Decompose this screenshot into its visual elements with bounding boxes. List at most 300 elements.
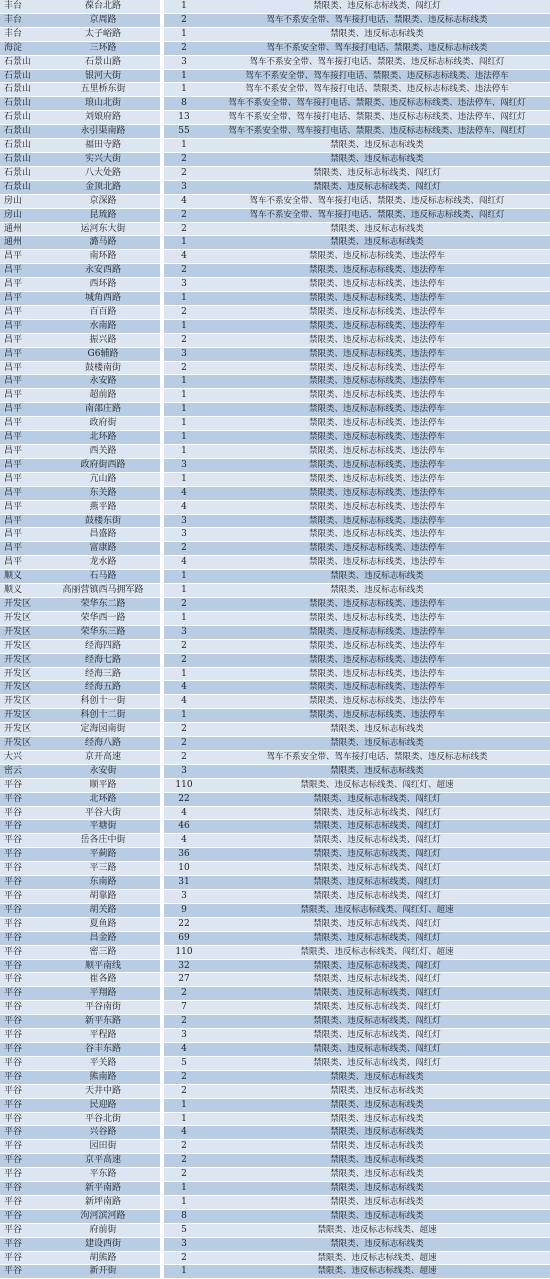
violation-count-cell: 8 xyxy=(164,1209,204,1223)
violation-count-cell: 2 xyxy=(164,1140,204,1154)
road-name-cell: 顺平南线 xyxy=(46,959,160,973)
district-cell: 昌平 xyxy=(0,403,46,417)
district-cell: 大兴 xyxy=(0,750,46,764)
violation-types-cell: 禁限类、违反标志标线类 xyxy=(204,1098,550,1112)
violation-count-cell: 1 xyxy=(164,319,204,333)
table-row xyxy=(0,1154,550,1168)
violation-types-cell: 禁限类、违反标志标线类、闯红灯 xyxy=(204,806,550,820)
road-name-cell: 石马路 xyxy=(46,570,160,584)
district-cell: 平谷 xyxy=(0,778,46,792)
road-name-cell: 天井中路 xyxy=(46,1084,160,1098)
violation-count-cell: 4 xyxy=(164,695,204,709)
table-row xyxy=(0,111,550,125)
violation-count-cell: 2 xyxy=(164,987,204,1001)
violation-types-cell: 禁限类、违反标志标线类、闯红灯 xyxy=(204,1042,550,1056)
violation-types-cell: 禁限类、违反标志标线类、违法停车 xyxy=(204,695,550,709)
district-cell: 平谷 xyxy=(0,1029,46,1043)
violation-count-cell: 1 xyxy=(164,27,204,41)
road-name-cell: 谷丰东路 xyxy=(46,1042,160,1056)
table-row xyxy=(0,681,550,695)
district-cell: 通州 xyxy=(0,236,46,250)
violation-count-cell: 4 xyxy=(164,834,204,848)
violation-count-cell: 3 xyxy=(164,514,204,528)
table-row xyxy=(0,27,550,41)
district-cell: 昌平 xyxy=(0,542,46,556)
district-cell: 昌平 xyxy=(0,417,46,431)
violation-types-cell: 禁限类、违反标志标线类、超速 xyxy=(204,1223,550,1237)
violation-types-cell: 驾车不系安全带、驾车接打电话、禁限类、违反标志标线类、违法停车、闯红灯 xyxy=(204,111,550,125)
table-row xyxy=(0,97,550,111)
violation-types-cell: 禁限类、违反标志标线类 xyxy=(204,1140,550,1154)
table-row xyxy=(0,639,550,653)
violation-types-cell: 驾车不系安全带、驾车接打电话、禁限类、违反标志标线类、闯红灯 xyxy=(204,208,550,222)
violation-types-cell: 禁限类、违反标志标线类、闯红灯 xyxy=(204,834,550,848)
table-row xyxy=(0,1070,550,1084)
violation-count-cell: 2 xyxy=(164,264,204,278)
table-row xyxy=(0,917,550,931)
district-cell: 平谷 xyxy=(0,1084,46,1098)
road-name-cell: 科创十一街 xyxy=(46,695,160,709)
district-cell: 平谷 xyxy=(0,903,46,917)
table-row xyxy=(0,13,550,27)
violation-count-cell: 2 xyxy=(164,13,204,27)
table-row xyxy=(0,667,550,681)
violation-types-cell: 禁限类、违反标志标线类 xyxy=(204,1237,550,1251)
violation-types-cell: 禁限类、违反标志标线类、违法停车 xyxy=(204,445,550,459)
violation-types-cell: 禁限类、违反标志标线类、违法停车 xyxy=(204,667,550,681)
road-name-cell: 兴谷路 xyxy=(46,1126,160,1140)
district-cell: 石景山 xyxy=(0,125,46,139)
district-cell: 昌平 xyxy=(0,264,46,278)
district-cell: 昌平 xyxy=(0,472,46,486)
violation-count-cell: 1 xyxy=(164,1195,204,1209)
table-row xyxy=(0,570,550,584)
table-row xyxy=(0,597,550,611)
district-cell: 平谷 xyxy=(0,987,46,1001)
violation-types-cell: 禁限类、违反标志标线类、违法停车 xyxy=(204,347,550,361)
violation-types-cell: 禁限类、违反标志标线类、违法停车 xyxy=(204,556,550,570)
violation-count-cell: 36 xyxy=(164,848,204,862)
violation-count-cell: 1 xyxy=(164,83,204,97)
violation-count-cell: 4 xyxy=(164,1042,204,1056)
violation-types-cell: 禁限类、违反标志标线类、闯红灯 xyxy=(204,180,550,194)
road-name-cell: 荣华西一路 xyxy=(46,611,160,625)
violation-count-cell: 2 xyxy=(164,1070,204,1084)
violation-types-cell: 禁限类、违反标志标线类、闯红灯 xyxy=(204,987,550,1001)
violation-types-cell: 禁限类、违反标志标线类、违法停车 xyxy=(204,305,550,319)
violation-count-cell: 4 xyxy=(164,806,204,820)
table-row xyxy=(0,458,550,472)
district-cell: 昌平 xyxy=(0,278,46,292)
violation-types-cell: 禁限类、违反标志标线类、闯红灯 xyxy=(204,166,550,180)
violation-types-cell: 禁限类、违反标志标线类 xyxy=(204,1126,550,1140)
table-row xyxy=(0,194,550,208)
road-name-cell: 平关路 xyxy=(46,1056,160,1070)
road-name-cell: 五里桥东街 xyxy=(46,83,160,97)
table-row xyxy=(0,723,550,737)
road-name-cell: 民迎路 xyxy=(46,1098,160,1112)
violation-types-cell: 禁限类、违反标志标线类、违法停车 xyxy=(204,292,550,306)
road-name-cell: G6辅路 xyxy=(46,347,160,361)
violation-count-cell: 2 xyxy=(164,222,204,236)
violation-count-cell: 5 xyxy=(164,1056,204,1070)
table-row xyxy=(0,1265,550,1279)
district-cell: 昌平 xyxy=(0,514,46,528)
violation-count-cell: 1 xyxy=(164,417,204,431)
district-cell: 丰台 xyxy=(0,13,46,27)
violation-count-cell: 4 xyxy=(164,194,204,208)
violation-types-cell: 禁限类、违反标志标线类 xyxy=(204,737,550,751)
violation-count-cell: 3 xyxy=(164,1029,204,1043)
district-cell: 昌平 xyxy=(0,292,46,306)
violation-count-cell: 2 xyxy=(164,361,204,375)
district-cell: 石景山 xyxy=(0,55,46,69)
violation-types-cell: 禁限类、违反标志标线类 xyxy=(204,1168,550,1182)
district-cell: 平谷 xyxy=(0,862,46,876)
table-row xyxy=(0,876,550,890)
road-name-cell: 崔各路 xyxy=(46,973,160,987)
district-cell: 昌平 xyxy=(0,556,46,570)
violation-types-cell: 驾车不系安全带、驾车接打电话、禁限类、违反标志标线类、违法停车 xyxy=(204,69,550,83)
violation-count-cell: 1 xyxy=(164,403,204,417)
table-row xyxy=(0,55,550,69)
violation-types-cell: 禁限类、违反标志标线类、违法停车 xyxy=(204,528,550,542)
violation-count-cell: 1 xyxy=(164,570,204,584)
table-row xyxy=(0,1209,550,1223)
district-cell: 顺义 xyxy=(0,570,46,584)
violation-types-cell: 禁限类、违反标志标线类、违法停车 xyxy=(204,458,550,472)
violation-types-cell: 禁限类、违反标志标线类、违法停车 xyxy=(204,611,550,625)
road-name-cell: 葆台北路 xyxy=(46,0,160,13)
violation-count-cell: 4 xyxy=(164,500,204,514)
violation-count-cell: 27 xyxy=(164,973,204,987)
table-row xyxy=(0,1042,550,1056)
road-name-cell: 超前路 xyxy=(46,389,160,403)
table-row xyxy=(0,472,550,486)
road-name-cell: 平塘街 xyxy=(46,820,160,834)
violation-count-cell: 1 xyxy=(164,472,204,486)
road-name-cell: 永安西路 xyxy=(46,264,160,278)
violation-types-cell: 禁限类、违反标志标线类、违法停车 xyxy=(204,403,550,417)
district-cell: 昌平 xyxy=(0,347,46,361)
road-name-cell: 密三路 xyxy=(46,945,160,959)
road-name-cell: 刘娘府路 xyxy=(46,111,160,125)
violation-count-cell: 10 xyxy=(164,862,204,876)
violation-count-cell: 3 xyxy=(164,528,204,542)
road-name-cell: 永引渠南路 xyxy=(46,125,160,139)
district-cell: 开发区 xyxy=(0,597,46,611)
violation-count-cell: 1 xyxy=(164,292,204,306)
violation-types-cell: 禁限类、违反标志标线类、闯红灯 xyxy=(204,820,550,834)
road-name-cell: 平蓟路 xyxy=(46,848,160,862)
district-cell: 房山 xyxy=(0,208,46,222)
table-row xyxy=(0,500,550,514)
violation-types-cell: 禁限类、违反标志标线类 xyxy=(204,723,550,737)
violation-count-cell: 22 xyxy=(164,792,204,806)
district-cell: 平谷 xyxy=(0,1182,46,1196)
violation-count-cell: 3 xyxy=(164,625,204,639)
road-name-cell: 科创十二街 xyxy=(46,709,160,723)
road-name-cell: 八大处路 xyxy=(46,166,160,180)
district-cell: 昌平 xyxy=(0,305,46,319)
violation-types-cell: 禁限类、违反标志标线类 xyxy=(204,1154,550,1168)
table-row xyxy=(0,556,550,570)
table-row xyxy=(0,1168,550,1182)
violation-types-cell: 驾车不系安全带、驾车接打电话、禁限类、违反标志标线类 xyxy=(204,13,550,27)
road-name-cell: 琅山北街 xyxy=(46,97,160,111)
violation-count-cell: 2 xyxy=(164,653,204,667)
table-row xyxy=(0,945,550,959)
violation-count-cell: 3 xyxy=(164,458,204,472)
district-cell: 开发区 xyxy=(0,695,46,709)
violation-types-cell: 驾车不系安全带、驾车接打电话、禁限类、违反标志标线类、违法停车 xyxy=(204,83,550,97)
table-row xyxy=(0,778,550,792)
table-row xyxy=(0,1056,550,1070)
violation-types-cell: 禁限类、违反标志标线类 xyxy=(204,1070,550,1084)
violation-types-cell: 禁限类、违反标志标线类、违法停车 xyxy=(204,597,550,611)
district-cell: 昌平 xyxy=(0,500,46,514)
violation-types-cell: 驾车不系安全带、驾车接打电话、禁限类、违反标志标线类、违法停车、闯红灯 xyxy=(204,97,550,111)
district-cell: 房山 xyxy=(0,194,46,208)
violation-count-cell: 2 xyxy=(164,1168,204,1182)
table-row xyxy=(0,361,550,375)
road-name-cell: 京深路 xyxy=(46,194,160,208)
district-cell: 石景山 xyxy=(0,111,46,125)
district-cell: 平谷 xyxy=(0,890,46,904)
table-row xyxy=(0,1015,550,1029)
district-cell: 平谷 xyxy=(0,945,46,959)
district-cell: 石景山 xyxy=(0,69,46,83)
table-row xyxy=(0,834,550,848)
table-row xyxy=(0,403,550,417)
road-name-cell: 振兴路 xyxy=(46,333,160,347)
violation-types-cell: 禁限类、违反标志标线类、违法停车 xyxy=(204,250,550,264)
district-cell: 开发区 xyxy=(0,611,46,625)
district-cell: 平谷 xyxy=(0,959,46,973)
district-cell: 平谷 xyxy=(0,806,46,820)
table-row xyxy=(0,333,550,347)
table-row xyxy=(0,1251,550,1265)
violation-types-cell: 禁限类、违反标志标线类、违法停车 xyxy=(204,319,550,333)
violation-types-cell: 禁限类、违反标志标线类、违法停车 xyxy=(204,653,550,667)
table-row xyxy=(0,208,550,222)
violation-types-cell: 禁限类、违反标志标线类 xyxy=(204,570,550,584)
road-name-cell: 平翔路 xyxy=(46,987,160,1001)
table-row xyxy=(0,806,550,820)
violation-count-cell: 1 xyxy=(164,236,204,250)
violation-count-cell: 3 xyxy=(164,347,204,361)
table-row xyxy=(0,389,550,403)
table-row xyxy=(0,1084,550,1098)
road-name-cell: 高丽营镇西马拥军路 xyxy=(46,584,160,598)
violation-types-cell: 禁限类、违反标志标线类 xyxy=(204,584,550,598)
violation-types-cell: 禁限类、违反标志标线类、违法停车 xyxy=(204,431,550,445)
violation-types-cell: 禁限类、违反标志标线类、违法停车 xyxy=(204,264,550,278)
violation-count-cell: 1 xyxy=(164,1265,204,1279)
violation-types-cell: 禁限类、违反标志标线类、闯红灯、超速 xyxy=(204,778,550,792)
violation-count-cell: 9 xyxy=(164,903,204,917)
violation-count-cell: 32 xyxy=(164,959,204,973)
violation-types-cell: 禁限类、违反标志标线类、违法停车 xyxy=(204,361,550,375)
violation-count-cell: 2 xyxy=(164,737,204,751)
road-name-cell: 龙水路 xyxy=(46,556,160,570)
table-row xyxy=(0,1223,550,1237)
violation-count-cell: 4 xyxy=(164,1126,204,1140)
district-cell: 平谷 xyxy=(0,1001,46,1015)
road-name-cell: 岳各庄中街 xyxy=(46,834,160,848)
violation-count-cell: 5 xyxy=(164,1223,204,1237)
road-name-cell: 京开高速 xyxy=(46,750,160,764)
violation-types-cell: 禁限类、违反标志标线类、违法停车 xyxy=(204,625,550,639)
table-row xyxy=(0,1126,550,1140)
road-name-cell: 胡熊路 xyxy=(46,1251,160,1265)
table-row xyxy=(0,1237,550,1251)
district-cell: 昌平 xyxy=(0,528,46,542)
violation-types-cell: 禁限类、违反标志标线类、闯红灯 xyxy=(204,1029,550,1043)
violation-count-cell: 7 xyxy=(164,1001,204,1015)
road-name-cell: 北环路 xyxy=(46,431,160,445)
district-cell: 开发区 xyxy=(0,737,46,751)
district-cell: 昌平 xyxy=(0,389,46,403)
road-name-cell: 熊南路 xyxy=(46,1070,160,1084)
road-name-cell: 平程路 xyxy=(46,1029,160,1043)
road-name-cell: 水南路 xyxy=(46,319,160,333)
table-row xyxy=(0,69,550,83)
violation-types-cell: 禁限类、违反标志标线类、闯红灯 xyxy=(204,0,550,13)
table-row xyxy=(0,1112,550,1126)
district-cell: 昌平 xyxy=(0,486,46,500)
table-row xyxy=(0,709,550,723)
district-cell: 昌平 xyxy=(0,458,46,472)
district-cell: 开发区 xyxy=(0,709,46,723)
road-name-cell: 福田寺路 xyxy=(46,139,160,153)
road-name-cell: 新平南路 xyxy=(46,1182,160,1196)
district-cell: 开发区 xyxy=(0,681,46,695)
district-cell: 平谷 xyxy=(0,1056,46,1070)
table-row xyxy=(0,1001,550,1015)
road-name-cell: 金顶北路 xyxy=(46,180,160,194)
table-row xyxy=(0,305,550,319)
table-row xyxy=(0,445,550,459)
violation-types-cell: 禁限类、违反标志标线类 xyxy=(204,27,550,41)
district-cell: 平谷 xyxy=(0,917,46,931)
violation-types-cell: 禁限类、违反标志标线类、违法停车 xyxy=(204,709,550,723)
table-row xyxy=(0,1195,550,1209)
violation-types-cell: 禁限类、违反标志标线类 xyxy=(204,1112,550,1126)
table-row xyxy=(0,1140,550,1154)
road-name-cell: 昆琉路 xyxy=(46,208,160,222)
district-cell: 开发区 xyxy=(0,653,46,667)
district-cell: 昌平 xyxy=(0,445,46,459)
district-cell: 开发区 xyxy=(0,625,46,639)
violation-count-cell: 2 xyxy=(164,305,204,319)
violation-count-cell: 2 xyxy=(164,1154,204,1168)
road-name-cell: 昌盛路 xyxy=(46,528,160,542)
road-name-cell: 经海八路 xyxy=(46,737,160,751)
violation-count-cell: 2 xyxy=(164,750,204,764)
district-cell: 顺义 xyxy=(0,584,46,598)
road-name-cell: 平谷南街 xyxy=(46,1001,160,1015)
violation-count-cell: 22 xyxy=(164,917,204,931)
violation-count-cell: 1 xyxy=(164,584,204,598)
road-name-cell: 北环路 xyxy=(46,792,160,806)
violation-count-cell: 1 xyxy=(164,389,204,403)
district-cell: 昌平 xyxy=(0,250,46,264)
district-cell: 平谷 xyxy=(0,876,46,890)
violation-count-cell: 4 xyxy=(164,486,204,500)
district-cell: 昌平 xyxy=(0,431,46,445)
violation-types-cell: 禁限类、违反标志标线类 xyxy=(204,139,550,153)
violation-count-cell: 2 xyxy=(164,166,204,180)
road-name-cell: 鼓楼东街 xyxy=(46,514,160,528)
road-name-cell: 荣华东二路 xyxy=(46,597,160,611)
table-row xyxy=(0,973,550,987)
violation-types-cell: 禁限类、违反标志标线类、闯红灯 xyxy=(204,862,550,876)
violation-types-cell: 禁限类、违反标志标线类、违法停车 xyxy=(204,333,550,347)
violation-count-cell: 4 xyxy=(164,556,204,570)
violation-count-cell: 3 xyxy=(164,890,204,904)
violation-types-cell: 禁限类、违反标志标线类、闯红灯 xyxy=(204,1001,550,1015)
district-cell: 平谷 xyxy=(0,848,46,862)
violation-count-cell: 1 xyxy=(164,611,204,625)
violation-count-cell: 2 xyxy=(164,597,204,611)
table-row xyxy=(0,347,550,361)
violation-count-cell: 55 xyxy=(164,125,204,139)
district-cell: 平谷 xyxy=(0,1223,46,1237)
district-cell: 平谷 xyxy=(0,1154,46,1168)
district-cell: 丰台 xyxy=(0,27,46,41)
table-row xyxy=(0,278,550,292)
violation-count-cell: 31 xyxy=(164,876,204,890)
violation-types-cell: 禁限类、违反标志标线类 xyxy=(204,764,550,778)
road-name-cell: 经海七路 xyxy=(46,653,160,667)
violation-count-cell: 46 xyxy=(164,820,204,834)
table-row xyxy=(0,375,550,389)
district-cell: 平谷 xyxy=(0,1098,46,1112)
violation-count-cell: 2 xyxy=(164,639,204,653)
district-cell: 平谷 xyxy=(0,1195,46,1209)
table-row xyxy=(0,528,550,542)
violation-count-cell: 4 xyxy=(164,681,204,695)
road-name-cell: 银河大街 xyxy=(46,69,160,83)
road-name-cell: 鼓楼南街 xyxy=(46,361,160,375)
table-row xyxy=(0,264,550,278)
violation-count-cell: 69 xyxy=(164,931,204,945)
violation-count-cell: 1 xyxy=(164,445,204,459)
road-name-cell: 府前街 xyxy=(46,1223,160,1237)
road-name-cell: 胡关路 xyxy=(46,903,160,917)
violation-count-cell: 2 xyxy=(164,723,204,737)
violation-count-cell: 110 xyxy=(164,778,204,792)
table-row xyxy=(0,236,550,250)
table-row xyxy=(0,1182,550,1196)
violation-types-cell: 禁限类、违反标志标线类、闯红灯 xyxy=(204,959,550,973)
road-name-cell: 实兴大街 xyxy=(46,152,160,166)
road-name-cell: 平谷北街 xyxy=(46,1112,160,1126)
table-row xyxy=(0,862,550,876)
violation-types-cell: 禁限类、违反标志标线类、闯红灯 xyxy=(204,917,550,931)
violation-count-cell: 3 xyxy=(164,764,204,778)
table-row xyxy=(0,611,550,625)
road-name-cell: 泃河滨河路 xyxy=(46,1209,160,1223)
road-name-cell: 夏鱼路 xyxy=(46,917,160,931)
road-name-cell: 百百路 xyxy=(46,305,160,319)
violation-count-cell: 110 xyxy=(164,945,204,959)
district-cell: 昌平 xyxy=(0,361,46,375)
district-cell: 石景山 xyxy=(0,166,46,180)
violation-types-cell: 禁限类、违反标志标线类、违法停车 xyxy=(204,514,550,528)
road-name-cell: 平三路 xyxy=(46,862,160,876)
